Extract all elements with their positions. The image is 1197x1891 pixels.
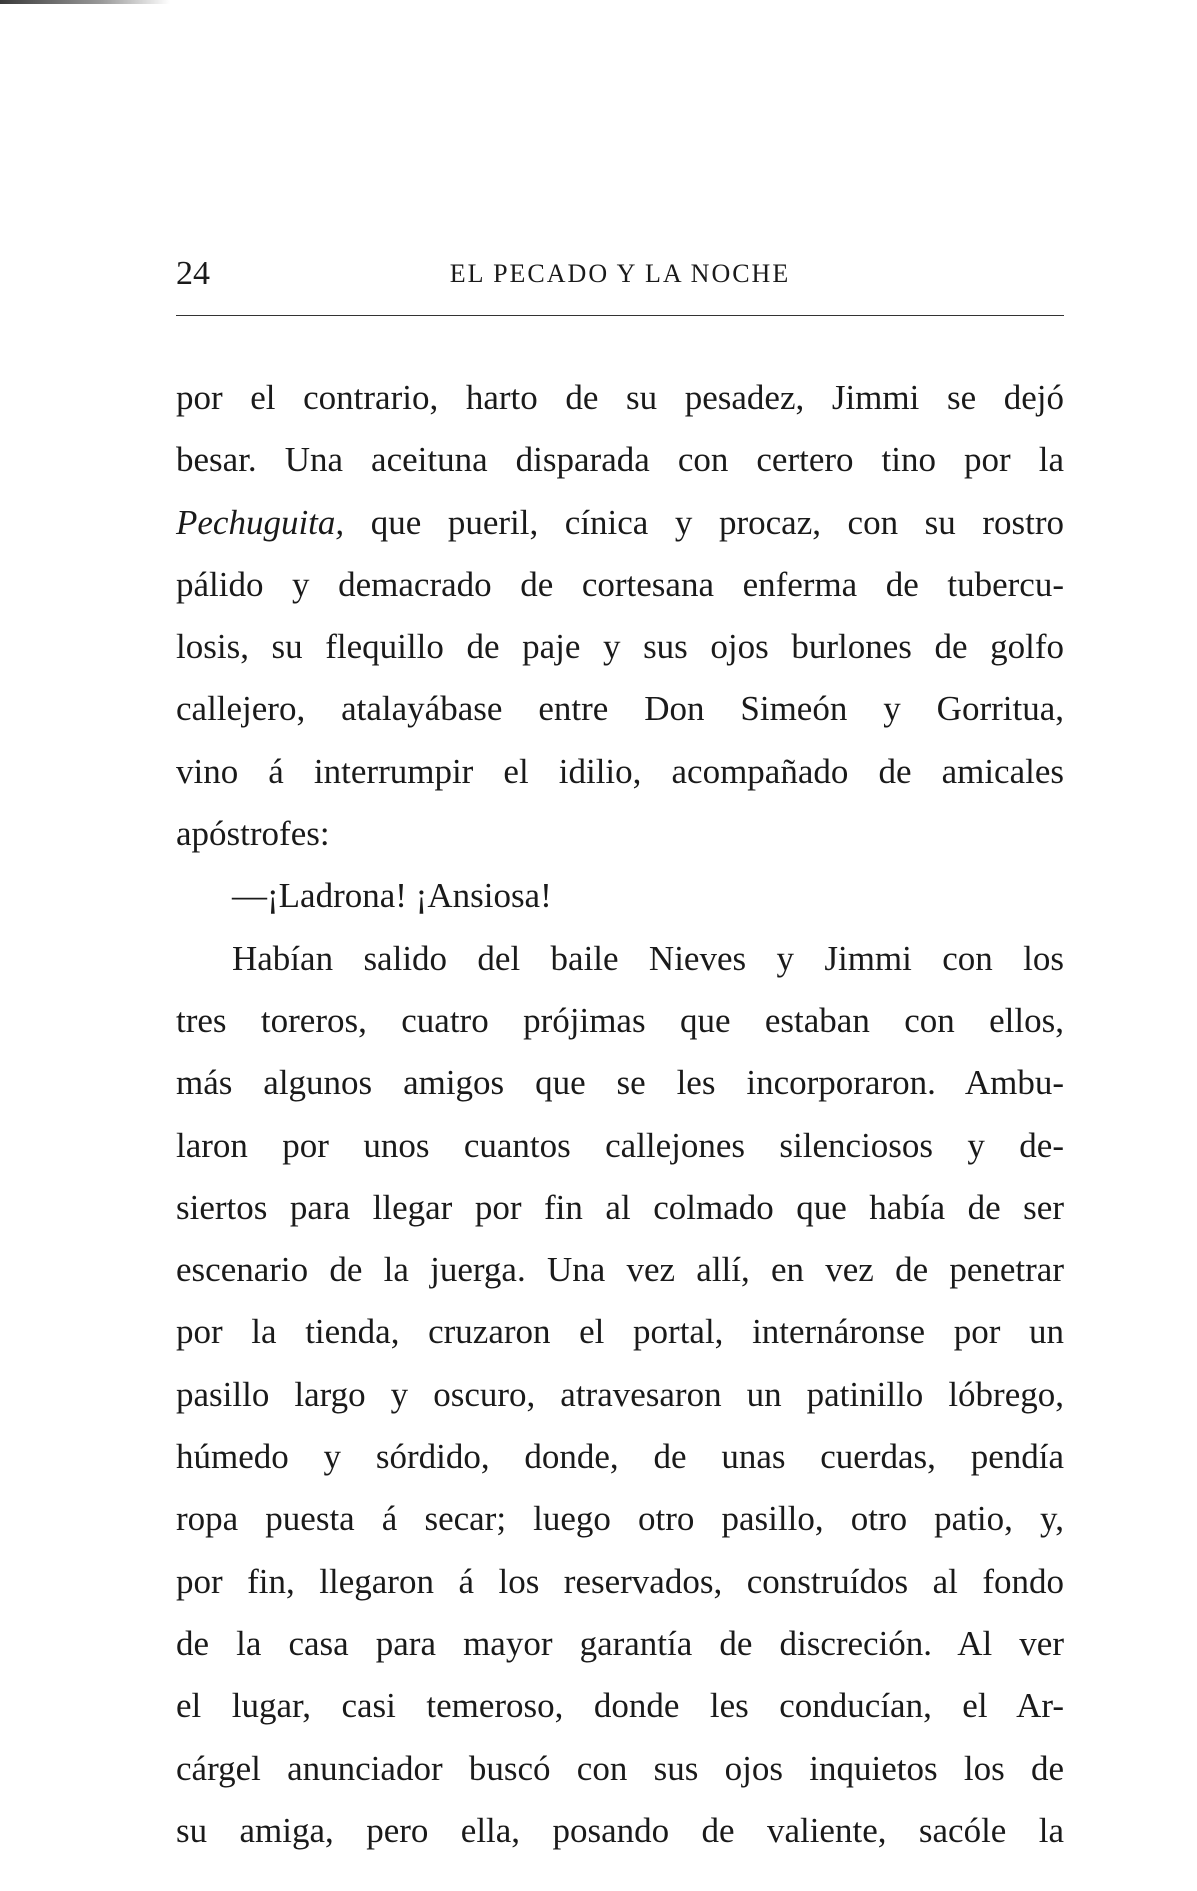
text-line: pasillo largo y oscuro, atravesaron un patinillo lóbrego,	[176, 1374, 1064, 1414]
text-line: por la tienda, cruzaron el portal, internáronse por un	[176, 1312, 1064, 1352]
page-header	[176, 254, 1064, 294]
page-number: 24	[176, 255, 210, 292]
text-line: húmedo y sórdido, donde, de unas cuerdas, pendía	[176, 1437, 1064, 1477]
text-line: cárgel anunciador buscó con sus ojos inquietos los de	[176, 1748, 1064, 1788]
text-line: pálido y demacrado de cortesana enferma de tubercu-	[176, 564, 1064, 604]
header-rule	[176, 315, 1064, 316]
text-line: por fin, llegaron á los reservados, construídos al fondo	[176, 1561, 1064, 1601]
text-line: el lugar, casi temeroso, donde les conducían, el Ar-	[176, 1686, 1064, 1726]
text-line: ropa puesta á secar; luego otro pasillo, otro patio, y,	[176, 1499, 1064, 1539]
text-line: laron por unos cuantos callejones silenciosos y de-	[176, 1125, 1064, 1165]
paragraph-start-line: Habían salido del baile Nieves y Jimmi con los	[232, 938, 1064, 978]
text-line: de la casa para mayor garantía de discreción. Al ver	[176, 1623, 1064, 1663]
running-title: EL PECADO Y LA NOCHE	[449, 259, 791, 288]
text-line: más algunos amigos que se les incorporaron. Ambu-	[176, 1063, 1064, 1103]
text-line: besar. Una aceituna disparada con certero tino por la	[176, 440, 1064, 480]
scan-edge-mark	[0, 0, 170, 4]
text-line: losis, su flequillo de paje y sus ojos burlones de golfo	[176, 627, 1064, 667]
text-line: escenario de la juerga. Una vez allí, en vez de penetrar	[176, 1250, 1064, 1290]
dialogue-line: —¡Ladrona! ¡Ansiosa!	[232, 876, 552, 916]
text-line: apóstrofes:	[176, 814, 330, 854]
body-text	[176, 367, 1064, 1862]
text-line: vino á interrumpir el idilio, acompañado de amicales	[176, 751, 1064, 791]
text-line: siertos para llegar por fin al colmado que había de ser	[176, 1187, 1064, 1227]
italic-name: Pechuguita,	[176, 502, 345, 542]
text-line: tres toreros, cuatro prójimas que estaban con ellos,	[176, 1000, 1064, 1040]
text-line: Pechuguita, que pueril, cínica y procaz, con su rostro	[176, 502, 1064, 542]
text-line: por el contrario, harto de su pesadez, Jimmi se dejó	[176, 378, 1064, 417]
text-line: su amiga, pero ella, posando de valiente, sacóle la	[176, 1810, 1064, 1850]
text-line: callejero, atalayábase entre Don Simeón y Gorritua,	[176, 689, 1064, 729]
